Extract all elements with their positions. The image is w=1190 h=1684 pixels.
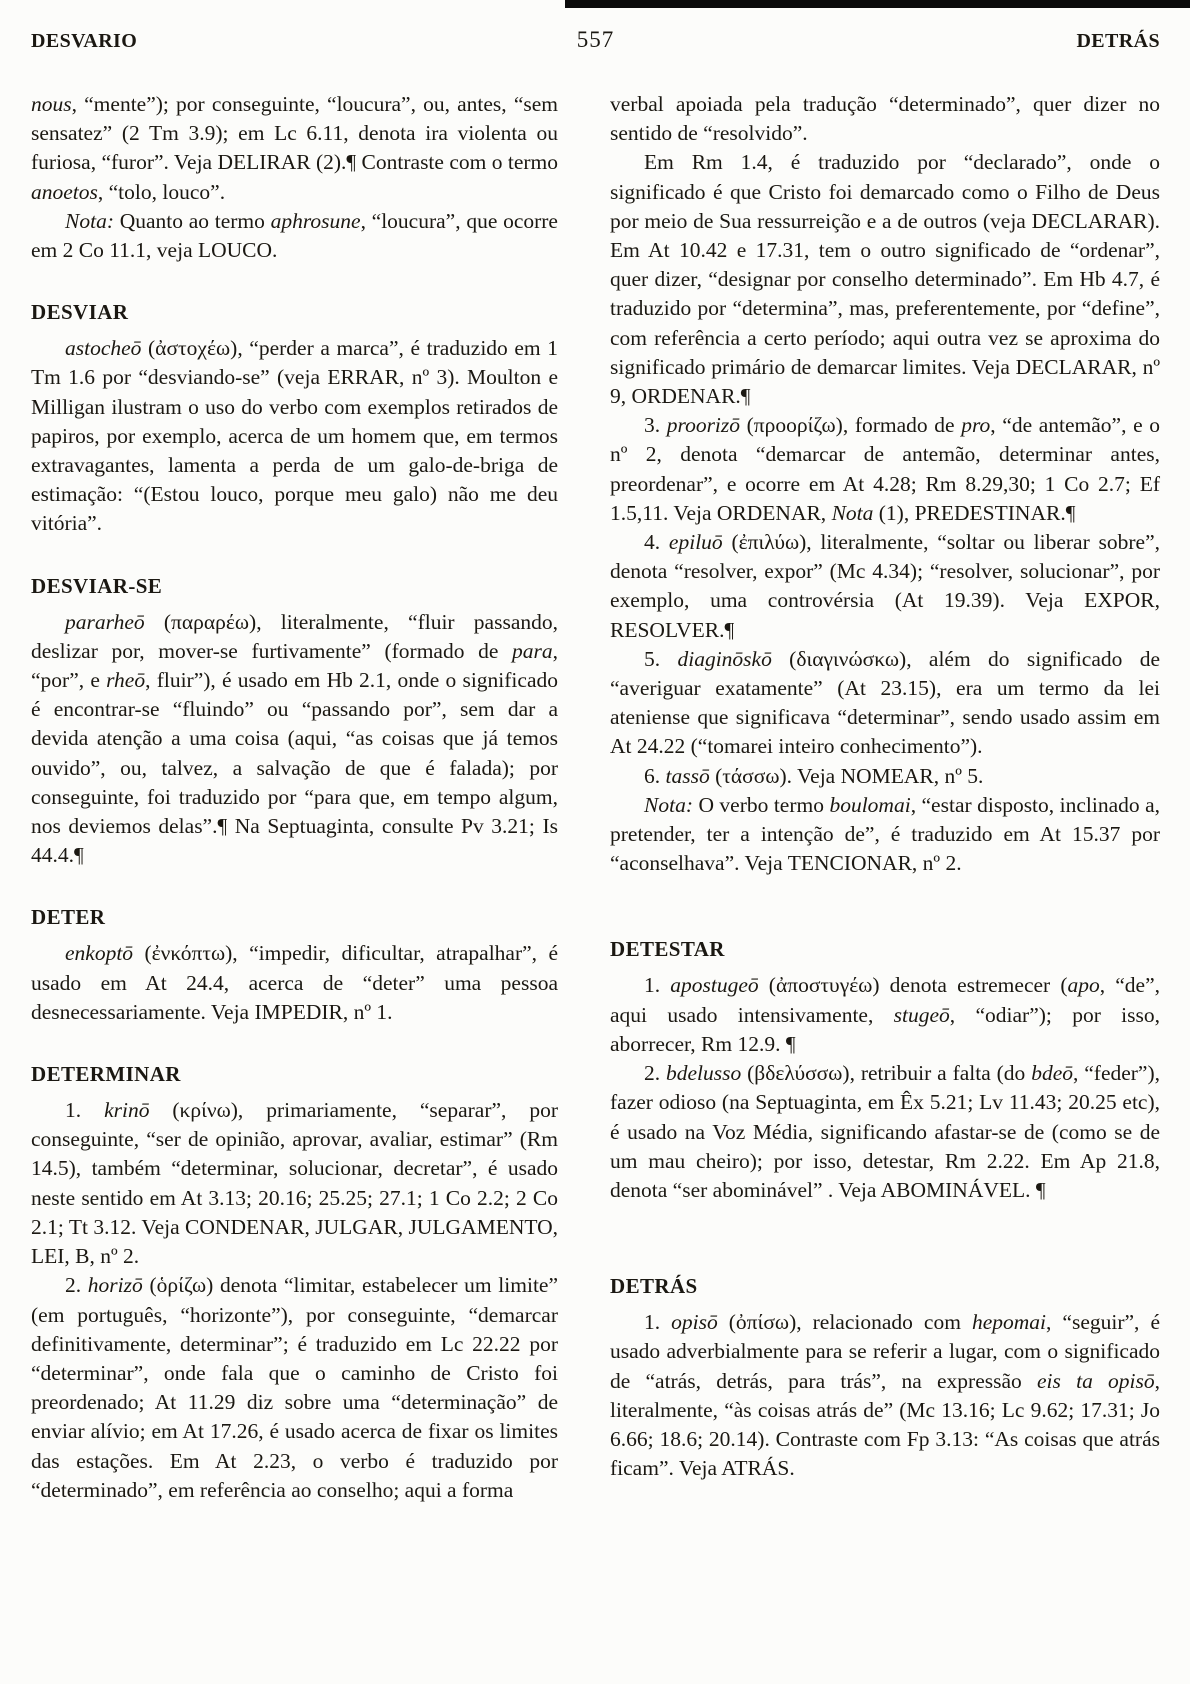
paragraph: 4. epiluō (ἐπιλύω), literalmente, “soltar ou liberar sobre”, denota “resolver, expor” (Mc 4.34); “resolver, solucionar”, por exemplo, uma controvérsia (At 19.39). Veja EXPOR, RESOLVER.¶ bbox=[610, 530, 1161, 642]
paragraph: Nota: Quanto ao termo aphrosune, “loucura”, que ocorre em 2 Co 11.1, veja LOUCO. bbox=[31, 208, 558, 263]
page-number: 557 bbox=[576, 27, 615, 52]
scan-artifact-bar bbox=[565, 0, 1190, 8]
paragraph: nous, “mente”); por conseguinte, “loucura”, ou, antes, “sem sensatez” (2 Tm 3.9); em Lc 6.11, denota ira violenta ou furiosa, “furor”. Veja DELIRAR (2).¶ Contraste com o termo anoetos, “tolo, louco”. bbox=[31, 92, 558, 204]
paragraph: astocheō (ἀστοχέω), “perder a marca”, é traduzido em 1 Tm 1.6 por “desviando-se” (veja ERRAR, nº 3). Moulton e Milligan ilustram o uso do verbo com exemplos retirados de papiros, por exemplo, acerca de um homem que, em termos extravagantes, lamenta a perda de um galo-de-briga de estimação: “(Estou louco, porque meu galo) não me deu vitória”. bbox=[31, 336, 558, 536]
paragraph: Nota: O verbo termo boulomai, “estar disposto, inclinado a, pretender, ter a intenção de”, é traduzido em At 15.37 por “aconselhava”. Veja TENCIONAR, nº 2. bbox=[610, 792, 1160, 876]
paragraph: 3. proorizō (προορίζω), formado de pro, “de antemão”, e o nº 2, denota “demarcar de antemão, determinar antes, preordenar”, e ocorre em At 4.28; Rm 8.29,30; 1 Co 2.7; Ef 1.5,11. Veja ORDENAR, Nota (1), PREDESTINAR.¶ bbox=[610, 413, 1160, 525]
entry-heading: DETERMINAR bbox=[31, 1062, 181, 1087]
running-head-right-word: DETRÁS bbox=[1076, 30, 1160, 52]
entry-heading: DETESTAR bbox=[610, 937, 725, 962]
paragraph: verbal apoiada pela tradução “determinado”, quer dizer no sentido de “resolvido”. bbox=[610, 92, 1160, 146]
entry-heading: DETRÁS bbox=[610, 1274, 698, 1299]
running-head-left-word: DESVARIO bbox=[31, 30, 138, 52]
text-columns bbox=[0, 53, 1190, 1505]
paragraph: 2. horizō (ὁρίζω) denota “limitar, estabelecer um limite” (em português, “horizonte”), por conseguinte, “demarcar definitivamente, determinar”; é traduzido em Lc 22.22 por “determinar”, onde fala que o caminho de Cristo foi preordenado; At 11.29 diz sobre uma “determinação” de enviar alívio; em At 17.26, é usado acerca de fixar os limites das estações. Em At 2.23, o verbo é traduzido por “determinado”, em referência ao conselho; aqui a forma bbox=[31, 1273, 558, 1502]
paragraph: 5. diaginōskō (διαγινώσκω), além do significado de “averiguar exatamente” (At 23.15), era um termo da lei ateniense que significava “determinar”, sendo usado assim em At 24.22 (“tomarei inteiro conhecimento”). bbox=[610, 646, 1161, 759]
column-left bbox=[31, 90, 558, 1505]
paragraph: 6. tassō (τάσσω). Veja NOMEAR, nº 5. bbox=[644, 763, 984, 788]
paragraph: 1. opisō (ὀπίσω), relacionado com hepomai, “seguir”, é usado adverbialmente para se referir a lugar, com o significado de “atrás, detrás, para trás”, na expressão eis ta opisō, literalmente, “às coisas atrás de” (Mc 13.16; Lc 9.62; 17.31; Jo 6.66; 18.6; 20.14). Contraste com Fp 3.13: “As coisas que atrás ficam”. Veja ATRÁS. bbox=[610, 1310, 1161, 1481]
paragraph: pararheō (παραρέω), literalmente, “fluir passando, deslizar por, mover-se furtivamente” (formado de para, “por”, e rheō, fluir”), é usado em Hb 2.1, onde o significado é encontrar-se “fluindo” ou “passando por”, sem dar a devida atenção a uma coisa (aqui, “as coisas que já temos ouvido”, ou, talvez, a salvação de que é falada); por conseguinte, foi traduzido por “para que, em tempo algum, nos deviemos delas”.¶ Na Septuaginta, consulte Pv 3.21; Is 44.4.¶ bbox=[31, 609, 558, 868]
paragraph: 2. bdelusso (βδελύσσω), retribuir a falta (do bdeō, “feder”), fazer odioso (na Septuaginta, em Êx 5.21; Lv 11.43; 20.25 etc), é usado na Voz Média, significando afastar-se de (como se de um mau cheiro); por isso, detestar, Rm 2.22. Em Ap 21.8, denota “ser abominável” . Veja ABOMINÁVEL. ¶ bbox=[610, 1061, 1161, 1202]
entry-heading: DESVIAR-SE bbox=[31, 573, 163, 598]
entry-heading: DESVIAR bbox=[31, 300, 129, 325]
paragraph: 1. apostugeō (ἀποστυγέω) denota estremecer (apo, “de”, aqui usado intensivamente, stugeō, “odiar”); por isso, aborrecer, Rm 12.9. ¶ bbox=[610, 973, 1161, 1056]
entry-heading: DETER bbox=[31, 905, 106, 930]
paragraph: Em Rm 1.4, é traduzido por “declarado”, onde o significado é que Cristo foi demarcado como o Filho de Deus por meio de Sua ressurreição e a de outros (veja DECLARAR). Em At 10.42 e 17.31, tem o outro significado de “ordenar”, quer dizer, “designar por conselho determinado”. Em Hb 4.7, é traduzido por “determina”, mas, preferentemente, por “define”, com referência a certo período; aqui outra vez se aproxima do significado primário de demarcar limites. Veja DECLARAR, nº 9, ORDENAR.¶ bbox=[610, 150, 1160, 409]
paragraph: enkoptō (ἐνκόπτω), “impedir, dificultar, atrapalhar”, é usado em At 24.4, acerca de “deter” uma pessoa desnecessariamente. Veja IMPEDIR, nº 1. bbox=[31, 941, 558, 1024]
column-right bbox=[610, 90, 1160, 1505]
paragraph: 1. krinō (κρίνω), primariamente, “separar”, por conseguinte, “ser de opinião, aprovar, avaliar, estimar” (Rm 14.5), também “determinar, solucionar, decretar”, é usado neste sentido em At 3.13; 20.16; 25.25; 27.1; 1 Co 2.2; 2 Co 2.1; Tt 3.12. Veja CONDENAR, JULGAR, JULGAMENTO, LEI, B, nº 2. bbox=[31, 1098, 558, 1269]
